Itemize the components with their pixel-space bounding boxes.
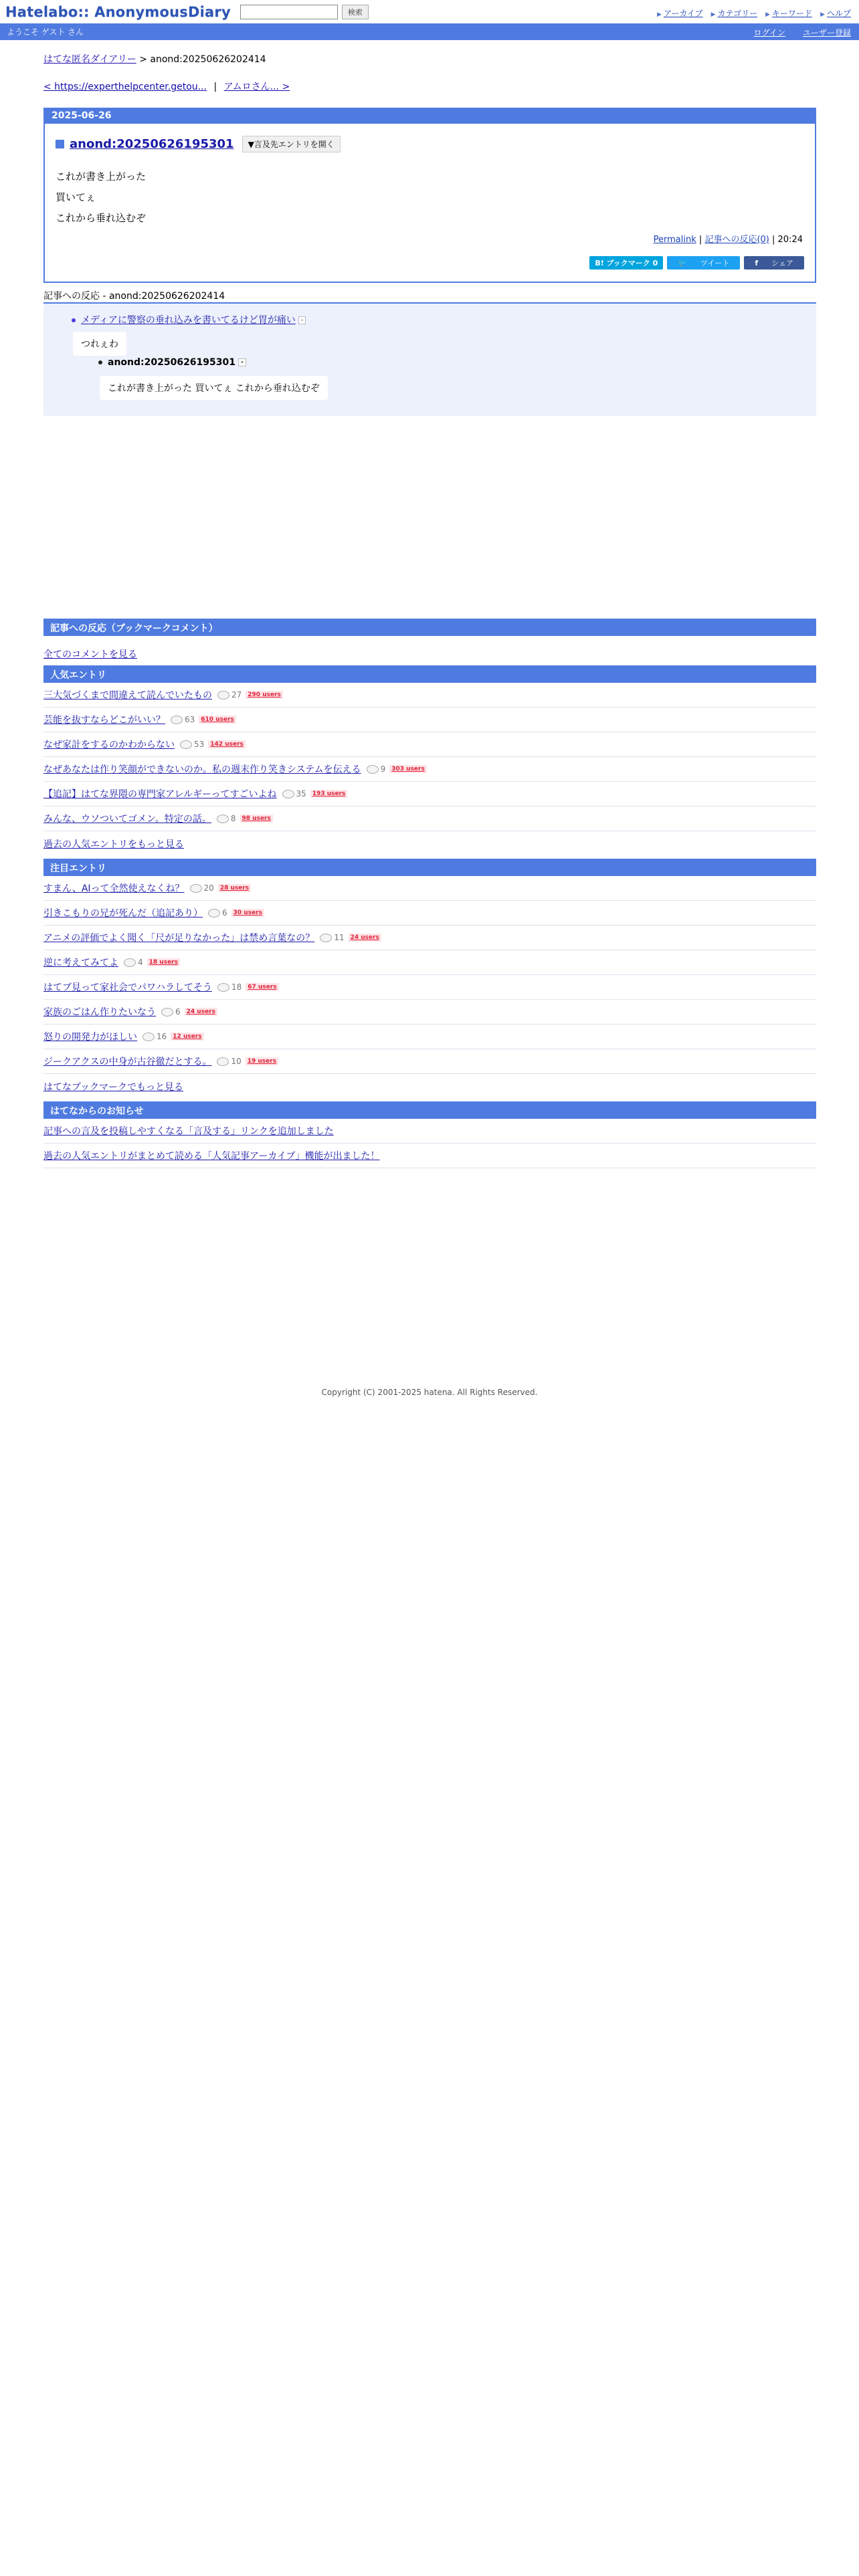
comment-count[interactable] bbox=[161, 1007, 181, 1016]
bookmark-users-badge[interactable]: 28 users bbox=[218, 884, 251, 892]
speech-bubble-icon bbox=[217, 1057, 229, 1066]
entry-link[interactable]: 三大気づくまで間違えて読んでいたもの bbox=[43, 690, 212, 701]
featured-more-link[interactable]: はてなブックマークでもっと見る bbox=[43, 1081, 184, 1093]
popular-more-link[interactable]: 過去の人気エントリをもっと見る bbox=[43, 839, 184, 850]
breadcrumb-separator: > bbox=[136, 54, 151, 65]
nav-category-link[interactable]: カテゴリー bbox=[717, 9, 758, 18]
bookmark-users-badge[interactable]: 19 users bbox=[246, 1057, 278, 1065]
entry-line: これが書き上がった bbox=[56, 171, 147, 183]
bookmark-users-badge[interactable]: 98 users bbox=[240, 815, 273, 823]
breadcrumb bbox=[43, 52, 816, 66]
entry-link[interactable]: はてブ見って家社会でパワハラしてそう bbox=[43, 982, 212, 993]
comment-count[interactable] bbox=[217, 1057, 241, 1066]
reaction-title-link[interactable]: メディアに警察の垂れ込みを書いてるけど胃が痛い bbox=[81, 315, 296, 326]
pager bbox=[43, 80, 816, 93]
reaction-title-current: anond:20250626195301 bbox=[108, 357, 235, 368]
featured-entries bbox=[43, 859, 816, 1099]
list-item bbox=[43, 950, 816, 975]
speech-bubble-icon bbox=[320, 934, 332, 942]
reactions-title: 記事への反応 - anond:20250626202414 bbox=[43, 291, 225, 302]
entry-line: これから垂れ込むぞ bbox=[56, 212, 147, 224]
list-item bbox=[43, 732, 816, 757]
list-item bbox=[43, 1049, 816, 1074]
comment-count[interactable] bbox=[217, 814, 236, 823]
entry-link[interactable]: みんな、ウソついてゴメン。特定の話。 bbox=[43, 814, 211, 825]
speech-bubble-icon bbox=[180, 740, 192, 749]
comment-count-value: 11 bbox=[334, 933, 345, 942]
featured-more-row bbox=[43, 1074, 816, 1099]
entry-title-link[interactable]: anond:20250626195301 bbox=[70, 137, 234, 151]
comment-count-value: 4 bbox=[138, 958, 143, 967]
all-comments-row bbox=[43, 647, 816, 661]
comment-count-value: 53 bbox=[194, 740, 205, 749]
list-item bbox=[43, 926, 816, 950]
search-button[interactable]: 検索 bbox=[342, 5, 369, 19]
entry-link[interactable]: 逆に考えてみてよ bbox=[43, 958, 118, 968]
speech-bubble-icon bbox=[217, 815, 229, 823]
welcome-bar bbox=[0, 23, 859, 40]
breadcrumb-home[interactable]: はてな匿名ダイアリー bbox=[43, 54, 136, 65]
comment-count[interactable] bbox=[124, 958, 143, 967]
login-link[interactable]: ログイン bbox=[753, 28, 785, 37]
speech-bubble-icon bbox=[217, 983, 229, 992]
speech-bubble-icon bbox=[217, 691, 229, 700]
reaction-comment: つれぇわ bbox=[73, 332, 126, 356]
facebook-label: シェア bbox=[771, 259, 793, 267]
bookmark-users-badge[interactable]: 30 users bbox=[231, 909, 264, 917]
nav-help[interactable] bbox=[820, 6, 851, 19]
entry-link[interactable]: すまん、AIって全然使えなくね？ bbox=[43, 883, 185, 894]
tweet-label: ツイート bbox=[700, 259, 730, 267]
reaction-item-nested bbox=[98, 357, 246, 368]
welcome-text: ようこそ ゲスト さん bbox=[7, 27, 84, 37]
bookmark-users-badge[interactable]: 24 users bbox=[349, 934, 381, 942]
triangle-right-icon: ▶ bbox=[657, 11, 662, 18]
news-item bbox=[43, 1144, 816, 1168]
comment-count[interactable] bbox=[320, 933, 344, 942]
entry-title-row bbox=[56, 136, 341, 152]
comment-count-value: 35 bbox=[296, 789, 306, 798]
bookmark-users-badge[interactable]: 193 users bbox=[310, 790, 348, 798]
comment-count[interactable] bbox=[367, 764, 386, 774]
entry-link[interactable]: 怒りの開発力がほしい bbox=[43, 1032, 137, 1043]
reactions-link[interactable]: 記事への反応(0) bbox=[704, 235, 769, 245]
next-entry-link[interactable]: アムロさん... > bbox=[223, 82, 290, 92]
nav-category[interactable] bbox=[711, 6, 757, 19]
entry-line: 買いてぇ bbox=[56, 191, 96, 203]
facebook-icon: f bbox=[755, 258, 759, 267]
news-title: はてなからのお知らせ bbox=[43, 1101, 816, 1119]
comment-count-value: 8 bbox=[230, 814, 236, 823]
comment-count[interactable] bbox=[180, 740, 204, 749]
entry-link[interactable]: 【追記】はてな界隈の専門家アレルギーってすごいよね bbox=[43, 789, 277, 800]
comment-count-value: 6 bbox=[175, 1007, 181, 1016]
news-item bbox=[43, 1119, 816, 1144]
copyright: Copyright (C) 2001-2025 hatena. All Rights Reserved. bbox=[321, 1388, 538, 1397]
facebook-share-button[interactable] bbox=[744, 256, 804, 270]
entry-link[interactable]: アニメの評価でよく聞く「尺が足りなかった」は禁め言葉なの？ bbox=[43, 933, 315, 944]
list-item bbox=[43, 1025, 816, 1049]
speech-bubble-icon bbox=[142, 1033, 155, 1041]
bookmark-users-badge[interactable]: 610 users bbox=[199, 716, 236, 724]
comment-count[interactable] bbox=[171, 715, 195, 724]
nav-keyword-link[interactable]: キーワード bbox=[772, 9, 813, 18]
nav-help-link[interactable]: ヘルプ bbox=[826, 9, 851, 18]
speech-bubble-icon bbox=[367, 765, 379, 774]
twitter-bird-icon: 🐦 bbox=[678, 258, 687, 267]
entry-time: | 20:24 bbox=[772, 235, 803, 245]
entry-link[interactable]: なぜあなたは作り笑顔ができないのか。私の週末作り笑きシステムを伝える bbox=[43, 764, 361, 775]
bullet-icon bbox=[72, 318, 76, 322]
bookmark-users-badge[interactable]: 24 users bbox=[185, 1008, 217, 1016]
popular-more-row bbox=[43, 831, 816, 856]
list-item bbox=[43, 901, 816, 926]
breadcrumb-current: anond:20250626202414 bbox=[150, 54, 266, 65]
comment-count[interactable] bbox=[282, 789, 306, 798]
entry-date: 2025-06-26 bbox=[45, 109, 815, 124]
tweet-button[interactable] bbox=[667, 256, 740, 270]
collapse-toggle[interactable]: - bbox=[298, 316, 306, 324]
entry-link[interactable]: なぜ家計をするのかわからない bbox=[43, 740, 175, 750]
pager-separator: | bbox=[213, 82, 217, 92]
comment-count-value: 63 bbox=[185, 715, 195, 724]
list-item bbox=[43, 782, 816, 807]
triangle-right-icon: ▶ bbox=[710, 11, 716, 18]
nav-keyword[interactable] bbox=[765, 6, 812, 19]
list-item bbox=[43, 683, 816, 708]
site-header bbox=[0, 0, 859, 23]
speech-bubble-icon bbox=[161, 1008, 173, 1016]
comment-count-value: 16 bbox=[157, 1032, 167, 1041]
comment-count-value: 6 bbox=[222, 908, 227, 918]
share-buttons bbox=[589, 256, 804, 270]
speech-bubble-icon bbox=[124, 958, 136, 967]
prev-entry-link[interactable]: < https://experthelpcenter.getou... bbox=[43, 82, 207, 92]
reactions-tree bbox=[43, 302, 816, 416]
comment-count[interactable] bbox=[190, 883, 214, 893]
popular-entries bbox=[43, 665, 816, 856]
news-link[interactable]: 記事への言及を投稿しやすくなる「言及する」リンクを追加しました bbox=[43, 1126, 334, 1137]
nav-archive[interactable] bbox=[657, 6, 703, 19]
square-bullet-icon bbox=[56, 140, 64, 148]
comment-count[interactable] bbox=[142, 1032, 167, 1041]
list-item bbox=[43, 708, 816, 732]
bookmark-users-badge[interactable]: 67 users bbox=[246, 983, 278, 991]
reaction-item bbox=[72, 313, 306, 326]
list-item bbox=[43, 975, 816, 1000]
bookmark-users-badge[interactable]: 303 users bbox=[389, 765, 427, 773]
bookmark-users-badge[interactable]: 18 users bbox=[147, 958, 180, 966]
entry-link[interactable]: ジークアクスの中身が古谷徹だとする。 bbox=[43, 1057, 212, 1067]
list-item bbox=[43, 1000, 816, 1025]
comment-count-value: 18 bbox=[231, 982, 242, 992]
bookmark-users-badge[interactable]: 142 users bbox=[208, 740, 246, 748]
comment-count[interactable] bbox=[217, 690, 242, 700]
nav-archive-link[interactable]: アーカイブ bbox=[663, 9, 703, 18]
bookmark-comments-section bbox=[43, 619, 816, 636]
featured-title: 注目エントリ bbox=[43, 859, 816, 876]
comment-count-value: 20 bbox=[203, 883, 214, 893]
speech-bubble-icon bbox=[171, 716, 183, 724]
site-logo[interactable]: Hatelabo:: AnonymousDiary bbox=[5, 3, 231, 20]
speech-bubble-icon bbox=[190, 884, 202, 893]
entry-link[interactable]: 芸能を抜すならどこがいい？ bbox=[43, 715, 165, 726]
popular-title: 人気エントリ bbox=[43, 665, 816, 683]
bookmark-users-badge[interactable]: 12 users bbox=[171, 1033, 203, 1041]
entry-box bbox=[43, 108, 816, 283]
entry-body bbox=[56, 167, 146, 229]
search-input[interactable] bbox=[240, 5, 338, 19]
comment-count-value: 9 bbox=[380, 764, 386, 774]
open-reference-button[interactable]: ▼言及先エントリを開く bbox=[242, 136, 341, 152]
list-item bbox=[43, 757, 816, 782]
permalink-link[interactable]: Permalink bbox=[653, 235, 696, 245]
triangle-right-icon: ▶ bbox=[765, 11, 771, 18]
hatena-news bbox=[43, 1101, 816, 1168]
speech-bubble-icon bbox=[208, 909, 220, 918]
bookmark-users-badge[interactable]: 290 users bbox=[246, 691, 283, 699]
reaction-comment: これが書き上がった 買いてぇ これから垂れ込むぞ bbox=[100, 376, 328, 400]
all-comments-link[interactable]: 全てのコメントを見る bbox=[43, 649, 137, 660]
list-item bbox=[43, 876, 816, 901]
bullet-icon bbox=[98, 360, 102, 364]
collapse-toggle[interactable]: - bbox=[238, 358, 246, 366]
comment-count[interactable] bbox=[217, 982, 242, 992]
list-item bbox=[43, 807, 816, 831]
comment-count-value: 27 bbox=[231, 690, 242, 700]
news-link[interactable]: 過去の人気エントリがまとめて読める「人気記事アーカイブ」機能が出ました！ bbox=[43, 1151, 380, 1162]
speech-bubble-icon bbox=[282, 790, 294, 798]
comment-count[interactable] bbox=[208, 908, 227, 918]
comment-count-value: 10 bbox=[231, 1057, 242, 1066]
entry-link[interactable]: 家族のごはん作りたいなう bbox=[43, 1007, 156, 1018]
register-link[interactable]: ユーザー登録 bbox=[802, 28, 851, 37]
triangle-right-icon: ▶ bbox=[820, 11, 825, 18]
entry-link[interactable]: 引きこもりの兄が死んだ（追記あり） bbox=[43, 908, 203, 919]
top-nav bbox=[657, 6, 851, 19]
footer-separator: | bbox=[698, 235, 702, 245]
bookmark-comments-title: 記事への反応（ブックマークコメント） bbox=[43, 619, 816, 636]
entry-footer bbox=[654, 232, 803, 245]
hatena-bookmark-button[interactable]: B! ブックマーク 0 bbox=[589, 256, 663, 270]
